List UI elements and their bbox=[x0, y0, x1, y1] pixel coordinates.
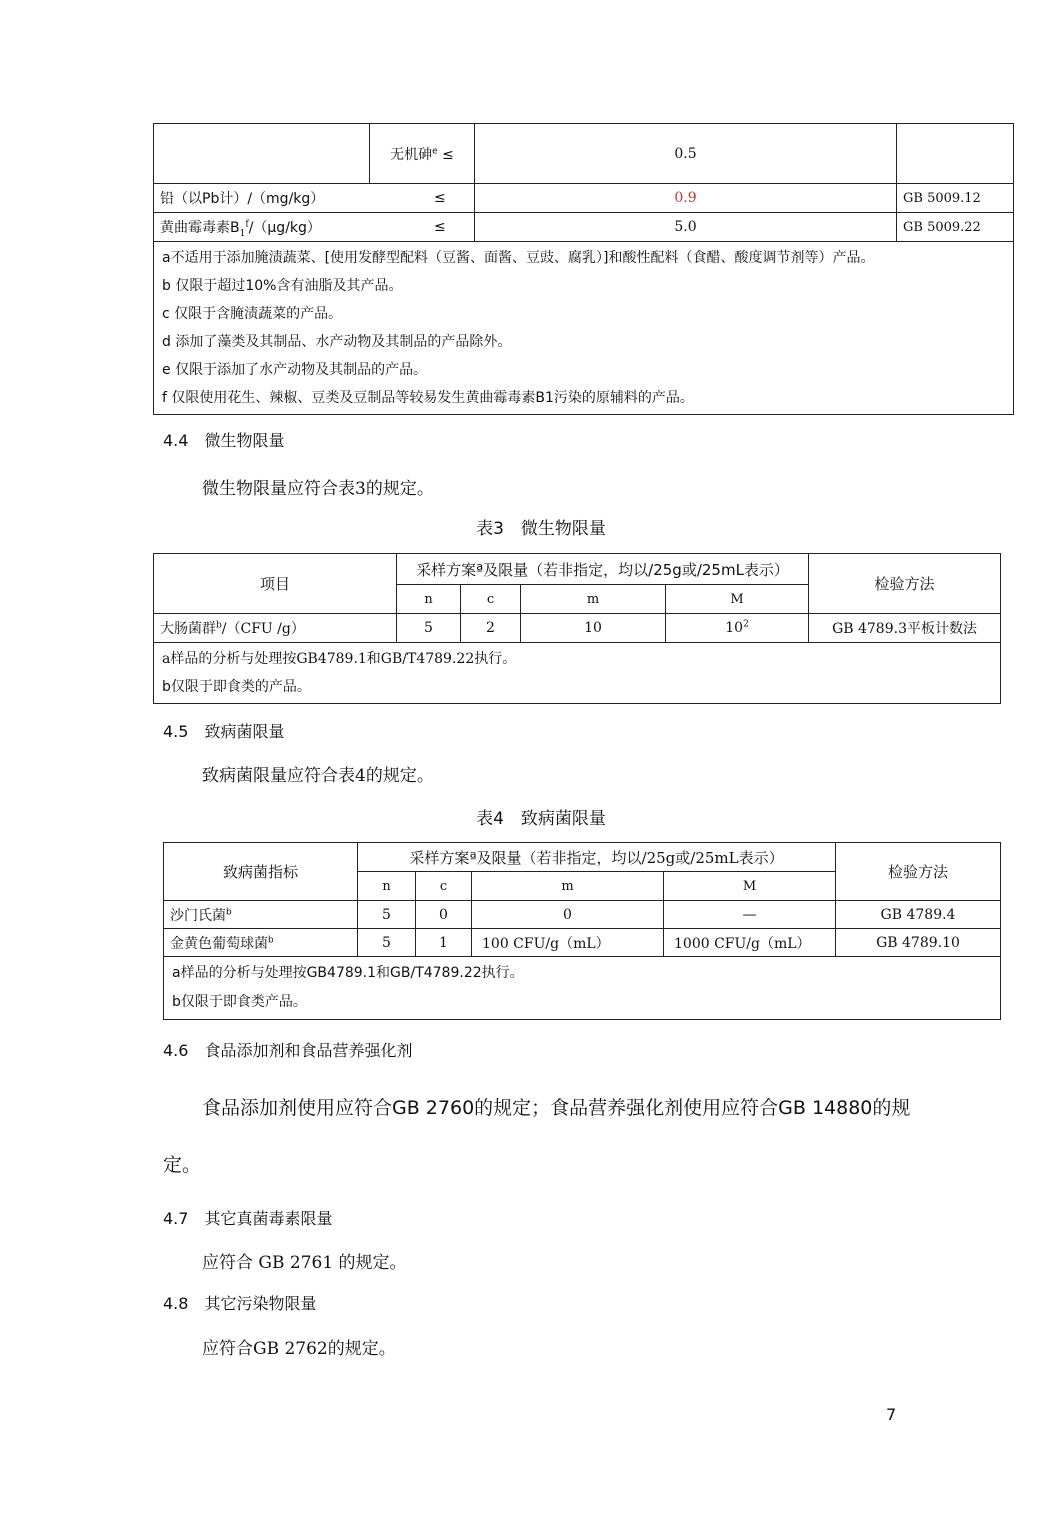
section-4-7-heading: 4.7 其它真菌毒素限量 bbox=[163, 1209, 333, 1228]
table4-row-salmonella: 沙门氏菌$^b$ bbox=[164, 901, 358, 929]
aflatoxin-value: 5.0 bbox=[475, 213, 897, 242]
arsenic-method bbox=[897, 124, 1014, 184]
table4-header-plan: 采样方案ª及限量（若非指定，均以/25g或/25mL表示） bbox=[358, 843, 836, 872]
table4-header-M: M bbox=[664, 872, 836, 901]
table3-header-method: 检验方法 bbox=[809, 554, 1001, 614]
table4-header-item: 致病菌指标 bbox=[164, 843, 358, 901]
table2-notes bbox=[154, 242, 1014, 415]
table3-notes bbox=[154, 643, 1001, 704]
section-4-8-heading: 4.8 其它污染物限量 bbox=[163, 1294, 317, 1313]
table4-note-b: b仅限于即食类产品。 bbox=[172, 994, 307, 1010]
lead-method: GB 5009.12 bbox=[897, 184, 1014, 213]
table2-note-b: b 仅限于超过10%含有油脂及其产品。 bbox=[162, 278, 403, 294]
table3 bbox=[153, 553, 1001, 704]
arsenic-label-cell: 无机砷$^e$ ≤ bbox=[370, 124, 475, 184]
table3-header-c: c bbox=[461, 585, 521, 614]
table3-note-b: b仅限于即食类的产品。 bbox=[162, 679, 311, 695]
table2-continuation bbox=[153, 123, 1014, 415]
table4-header-c: c bbox=[416, 872, 472, 901]
table4-row-staph-c: 1 bbox=[416, 929, 472, 957]
table4-row-salmonella-M: — bbox=[664, 901, 836, 929]
table4-title: 表4 致病菌限量 bbox=[476, 809, 606, 829]
table4-row-staph-M: 1000 CFU/g（mL） bbox=[664, 929, 836, 957]
table2-note-f: f 仅限使用花生、辣椒、豆类及豆制品等较易发生黄曲霉毒素B1污染的原辅料的产品。 bbox=[162, 390, 694, 406]
table3-header-M: M bbox=[666, 585, 809, 614]
table3-row-n: 5 bbox=[397, 614, 461, 643]
table3-header-n: n bbox=[397, 585, 461, 614]
section-4-4-paragraph: 微生物限量应符合表3的规定。 bbox=[202, 479, 434, 499]
table3-header-m: m bbox=[521, 585, 666, 614]
table3-title: 表3 微生物限量 bbox=[476, 519, 606, 539]
table3-header-item: 项目 bbox=[154, 554, 397, 614]
table4-row-salmonella-m: 0 bbox=[472, 901, 664, 929]
table3-row-M: $10^2$ bbox=[666, 614, 809, 643]
table2-note-a: a不适用于添加腌渍蔬菜、[使用发酵型配料（豆酱、面酱、豆豉、腐乳）]和酸性配料（食醋、酸度调节剂等）产品。 bbox=[162, 250, 875, 266]
table4 bbox=[163, 842, 1001, 1020]
table4-row-staph: 金黄色葡萄球菌$^b$ bbox=[164, 929, 358, 957]
lead-label-cell: 铅（以Pb计）/（mg/kg） ≤ bbox=[154, 184, 475, 213]
section-4-7-paragraph: 应符合 GB 2761 的规定。 bbox=[202, 1253, 407, 1273]
section-4-8-paragraph: 应符合GB 2762的规定。 bbox=[202, 1339, 396, 1359]
aflatoxin-method: GB 5009.22 bbox=[897, 213, 1014, 242]
section-4-6-paragraph-line1: 食品添加剂使用应符合GB 2760的规定；食品营养强化剂使用应符合GB 14880的规 bbox=[202, 1097, 911, 1119]
table4-header-m: m bbox=[472, 872, 664, 901]
table4-row-salmonella-n: 5 bbox=[358, 901, 416, 929]
page-number: 7 bbox=[886, 1405, 897, 1424]
table4-notes bbox=[164, 957, 1001, 1020]
table3-row-item: 大肠菌群$^b$/（CFU /g） bbox=[154, 614, 397, 643]
section-4-5-paragraph: 致病菌限量应符合表4的规定。 bbox=[202, 766, 434, 786]
table2-note-c: c 仅限于含腌渍蔬菜的产品。 bbox=[162, 306, 343, 322]
table4-row-staph-m: 100 CFU/g（mL） bbox=[472, 929, 664, 957]
table4-row-salmonella-c: 0 bbox=[416, 901, 472, 929]
arsenic-value: 0.5 bbox=[475, 124, 897, 184]
section-4-5-heading: 4.5 致病菌限量 bbox=[163, 722, 285, 741]
table2-note-d: d 添加了藻类及其制品、水产动物及其制品的产品除外。 bbox=[162, 334, 512, 350]
lead-value: 0.9 bbox=[475, 184, 897, 213]
table4-note-a: a样品的分析与处理按GB4789.1和GB/T4789.22执行。 bbox=[172, 965, 524, 981]
section-4-6-paragraph-line2: 定。 bbox=[163, 1154, 202, 1176]
table3-header-plan: 采样方案ª及限量（若非指定，均以/25g或/25mL表示） bbox=[397, 554, 809, 585]
table4-row-salmonella-method: GB 4789.4 bbox=[836, 901, 1001, 929]
aflatoxin-label-cell: 黄曲霉毒素$B_1^f/(\mu g/kg)$ ≤ bbox=[154, 213, 475, 242]
table2-note-e: e 仅限于添加了水产动物及其制品的产品。 bbox=[162, 362, 428, 378]
table4-row-staph-method: GB 4789.10 bbox=[836, 929, 1001, 957]
table3-row-c: 2 bbox=[461, 614, 521, 643]
table3-row-method: GB 4789.3平板计数法 bbox=[809, 614, 1001, 643]
section-4-4-heading: 4.4 微生物限量 bbox=[163, 431, 285, 450]
section-4-6-heading: 4.6 食品添加剂和食品营养强化剂 bbox=[163, 1041, 413, 1060]
table4-row-staph-n: 5 bbox=[358, 929, 416, 957]
table4-header-method: 检验方法 bbox=[836, 843, 1001, 901]
table4-header-n: n bbox=[358, 872, 416, 901]
table3-row-m: 10 bbox=[521, 614, 666, 643]
arsenic-blank-cell bbox=[154, 124, 370, 184]
table3-note-a: a样品的分析与处理按GB4789.1和GB/T4789.22执行。 bbox=[162, 651, 517, 667]
